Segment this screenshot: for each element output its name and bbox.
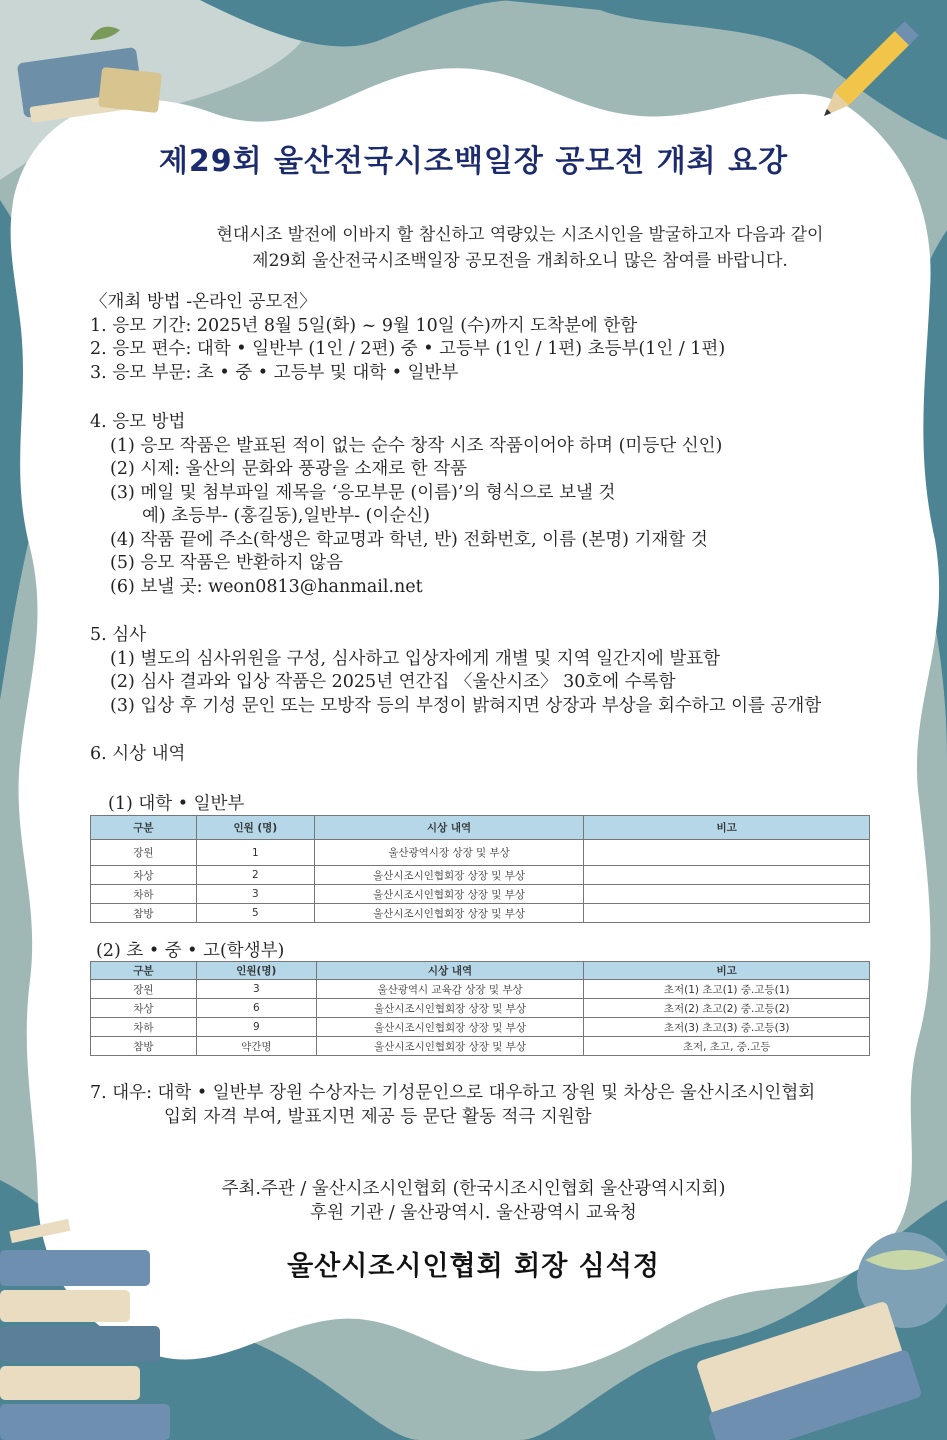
review-item: (1) 별도의 심사위원을 구성, 심사하고 입상자에게 개별 및 지역 일간지에 발표함 (110, 648, 721, 669)
submission-item: (4) 작품 끝에 주소(학생은 학교명과 학년, 반) 전화번호, 이름 (본명) 기재할 것 (110, 529, 708, 550)
method-item: 1. 응모 기간: 2025년 8월 5일(화) ~ 9월 10일 (수)까지 도착분에 한함 (90, 315, 638, 336)
submission-item: (3) 메일 및 첨부파일 제목을 ‘응모부문 (이름)’의 형식으로 보낼 것 (110, 482, 616, 503)
footer-host: 주최.주관 / 울산시조시인협회 (한국시조시인협회 울산광역시지회) (221, 1179, 726, 1199)
table-row: 차상 6 울산시조시인협회장 상장 및 부상 초저(2) 초고(2) 중.고등(2) (91, 999, 870, 1018)
submission-example: 예) 초등부- (홍길동),일반부- (이순신) (142, 506, 430, 526)
table-header: 시상 내역 (316, 962, 584, 980)
table-row: 차하 9 울산시조시인협회장 상장 및 부상 초저(3) 초고(3) 중.고등(3) (91, 1018, 870, 1037)
footer-sponsor: 후원 기관 / 울산광역시. 울산광역시 교육청 (310, 1203, 637, 1223)
review-heading: 5. 심사 (90, 625, 147, 645)
awards-table-general (90, 815, 870, 923)
table-header: 비고 (584, 962, 870, 980)
benefits-line-1: 7. 대우: 대학 • 일반부 장원 수상자는 기성문인으로 대우하고 장원 및 차상은 울산시조시인협회 (90, 1083, 816, 1103)
table-row: 차하 3 울산시조시인협회장 상장 및 부상 (91, 885, 870, 904)
method-section (90, 291, 920, 385)
table-row: 참방 약간명 울산시조시인협회장 상장 및 부상 초저, 초고, 중.고등 (91, 1037, 870, 1056)
table2-label: (2) 초 • 중 • 고(학생부) (96, 941, 285, 961)
table-header: 비고 (584, 816, 870, 840)
benefits-section (90, 1082, 920, 1129)
submission-email: (6) 보낼 곳: weon0813@hanmail.net (110, 576, 423, 597)
submission-item: (5) 응모 작품은 반환하지 않음 (110, 553, 343, 573)
awards-heading: 6. 시상 내역 (90, 744, 186, 764)
table-header: 시상 내역 (314, 816, 584, 840)
benefits-line-2: 입회 자격 부여, 발표지면 제공 등 문단 활동 적극 지원함 (164, 1106, 592, 1127)
table-row: 차상 2 울산시조시인협회장 상장 및 부상 (91, 866, 870, 885)
review-item: (3) 입상 후 기성 문인 또는 모방작 등의 부정이 밝혀지면 상장과 부상을 회수하고 이를 공개함 (110, 695, 822, 716)
submission-section (90, 411, 920, 599)
review-section (90, 624, 920, 718)
review-item: (2) 심사 결과와 입상 작품은 2025년 연간집 〈울산시조〉 30호에 수록함 (110, 672, 676, 692)
table1-label: (1) 대학 • 일반부 (108, 794, 245, 814)
table-header: 구분 (91, 816, 197, 840)
footer (0, 1177, 947, 1225)
page-title: 제29회 울산전국시조백일장 공모전 개최 요강 (158, 144, 789, 179)
method-heading: 〈개최 방법 -온라인 공모전〉 (90, 292, 317, 312)
method-item: 2. 응모 편수: 대학 • 일반부 (1인 / 2편) 중 • 고등부 (1인 / 1편) 초등부(1인 / 1편) (90, 339, 726, 359)
table-row: 장원 3 울산광역시 교육감 상장 및 부상 초저(1) 초고(1) 중.고등(1) (91, 980, 870, 999)
submission-item: (1) 응모 작품은 발표된 적이 없는 순수 창작 시조 작품이어야 하며 (미등단 신인) (110, 435, 723, 456)
table-row: 장원 1 울산광역시장 상장 및 부상 (91, 840, 870, 866)
awards-table-students (90, 961, 870, 1056)
table-header: 인원(명) (196, 962, 316, 980)
intro-text (120, 222, 920, 274)
table-row: 참방 5 울산시조시인협회장 상장 및 부상 (91, 904, 870, 923)
submission-item: (2) 시제: 울산의 문화와 풍광을 소재로 한 작품 (110, 459, 468, 479)
intro-line-1: 현대시조 발전에 이바지 할 참신하고 역량있는 시조시인을 발굴하고자 다음과 같이 (216, 225, 824, 245)
method-item: 3. 응모 부문: 초 • 중 • 고등부 및 대학 • 일반부 (90, 362, 459, 383)
table-header: 구분 (91, 962, 197, 980)
intro-line-2: 제29회 울산전국시조백일장 공모전을 개최하오니 많은 참여를 바랍니다. (252, 251, 788, 271)
table-header: 인원 (명) (196, 816, 314, 840)
submission-heading: 4. 응모 방법 (90, 412, 186, 432)
signature: 울산시조시인협회 회장 심석정 (287, 1251, 660, 1282)
